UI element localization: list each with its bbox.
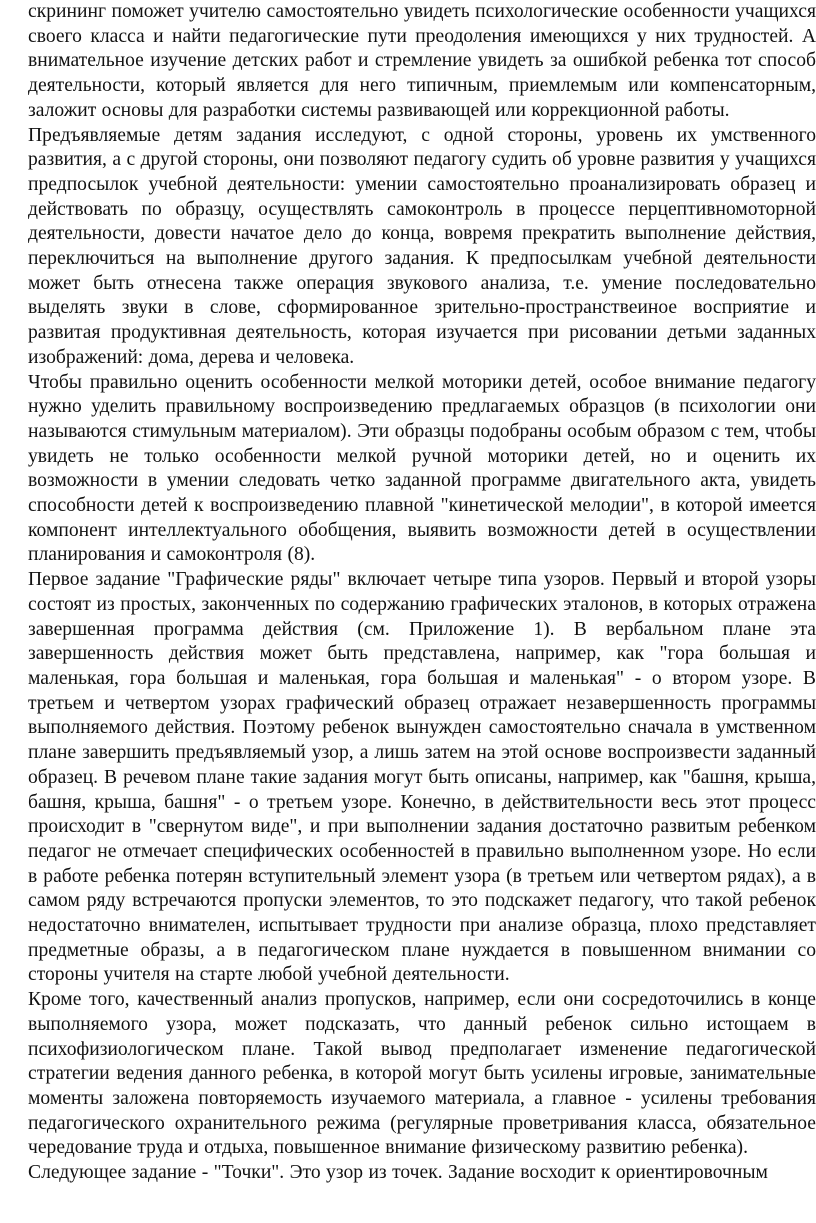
paragraph: Предъявляемые детям задания исследуют, с одной стороны, уровень их умственного развития, а с другой стороны, они позволяют педагогу судить об уровне развития у учащихся предпосылок учебной деятельности: умении самостоятельно проанализировать образец и действовать по образцу, осуществлять самоконтроль в процессе перцептивномоторной деятельности, довести начатое дело до конца, вовремя прекратить выполнение действия, переключиться на выполнение другого задания. К предпосылкам учебной деятельности может быть отнесена также операция звукового анализа, т.е. умение последовательно выделять звуки в слове, сформированное зрительно-пространствеиное восприятие и развитая продуктивная деятельность, которая изучается при рисовании детьми заданных изображений: дома, дерева и человека. [28,124,816,368]
paragraph: Следующее задание - "Точки". Это узор из точек. Задание восходит к ориентировочным [28,1162,768,1184]
paragraph: Чтобы правильно оценить особенности мелкой моторики детей, особое внимание педагогу нужно уделить правильному воспроизведению предлагаемых образцов (в психологии они называются стимульным материалом). Эти образцы подобраны особым образом с тем, чтобы увидеть не только особенности мелкой ручной моторики детей, но и оценить их возможности в умении следовать четко заданной программе двигательного акта, увидеть способности детей к воспроизведению плавной "кинетической мелодии", в которой имеется компонент интеллектуального обобщения, выявить возможности детей в осуществлении планирования и самоконтроля (8). [28,371,816,566]
paragraph: скрининг поможет учителю самостоятельно увидеть психологические особенности учащихся своего класса и найти педагогические пути преодоления имеющихся у них трудностей. А внимательное изучение детских работ и стремление увидеть за ошибкой ребенка тот способ деятельности, который является для него типичным, приемлемым или компенсаторным, заложит основы для разработки системы развивающей или коррекционной работы. [28,1,816,121]
paragraph: Первое задание "Графические ряды" включает четыре типа узоров. Первый и второй узоры состоят из простых, законченных по содержанию графических эталонов, в которых отражена завершенная программа действия (см. Приложение 1). В вербальном плане эта завершенность действия может быть представлена, например, как "гора большая и маленькая, гора большая и маленькая, гора большая и маленькая" - о втором узоре. В третьем и четвертом узорах графический образец отражает незавершенность программы выполняемого действия. Поэтому ребенок вынужден самостоятельно сначала в умственном плане завершить предъявляемый узор, а лишь затем на этой основе воспроизвести заданный образец. В речевом плане такие задания могут быть описаны, например, как "башня, крыша, башня, крыша, башня" - о третьем узоре. Конечно, в действительности весь этот процесс происходит в "свернутом виде", и при выполнении задания достаточно развитым ребенком педагог не отмечает специфических особенностей в правильно выполненном узоре. Но если в работе ребенка потерян вступительный элемент узора (в третьем или четвертом рядах), а в самом ряду встречаются пропуски элементов, то это подскажет педагогу, что такой ребенок недостаточно внимателен, испытывает трудности при анализе образца, плохо представляет предметные образы, а в педагогическом плане нуждается в повышенном внимании со стороны учителя на старте любой учебной деятельности. [28,569,816,986]
document-page [28,0,816,1223]
paragraph: Кроме того, качественный анализ пропусков, например, если они сосредоточились в конце выполняемого узора, может подсказать, что данный ребенок сильно истощаем в психофизиологическом плане. Такой вывод предполагает изменение педагогической стратегии ведения данного ребенка, в которой могут быть усилены игровые, занимательные моменты заложена повторяемость изучаемого материала, а главное - усилены требования педагогического охранительного режима (регулярные проветривания класса, обязательное чередование труда и отдыха, повышенное внимание физическому развитию ребенка). [28,989,816,1159]
